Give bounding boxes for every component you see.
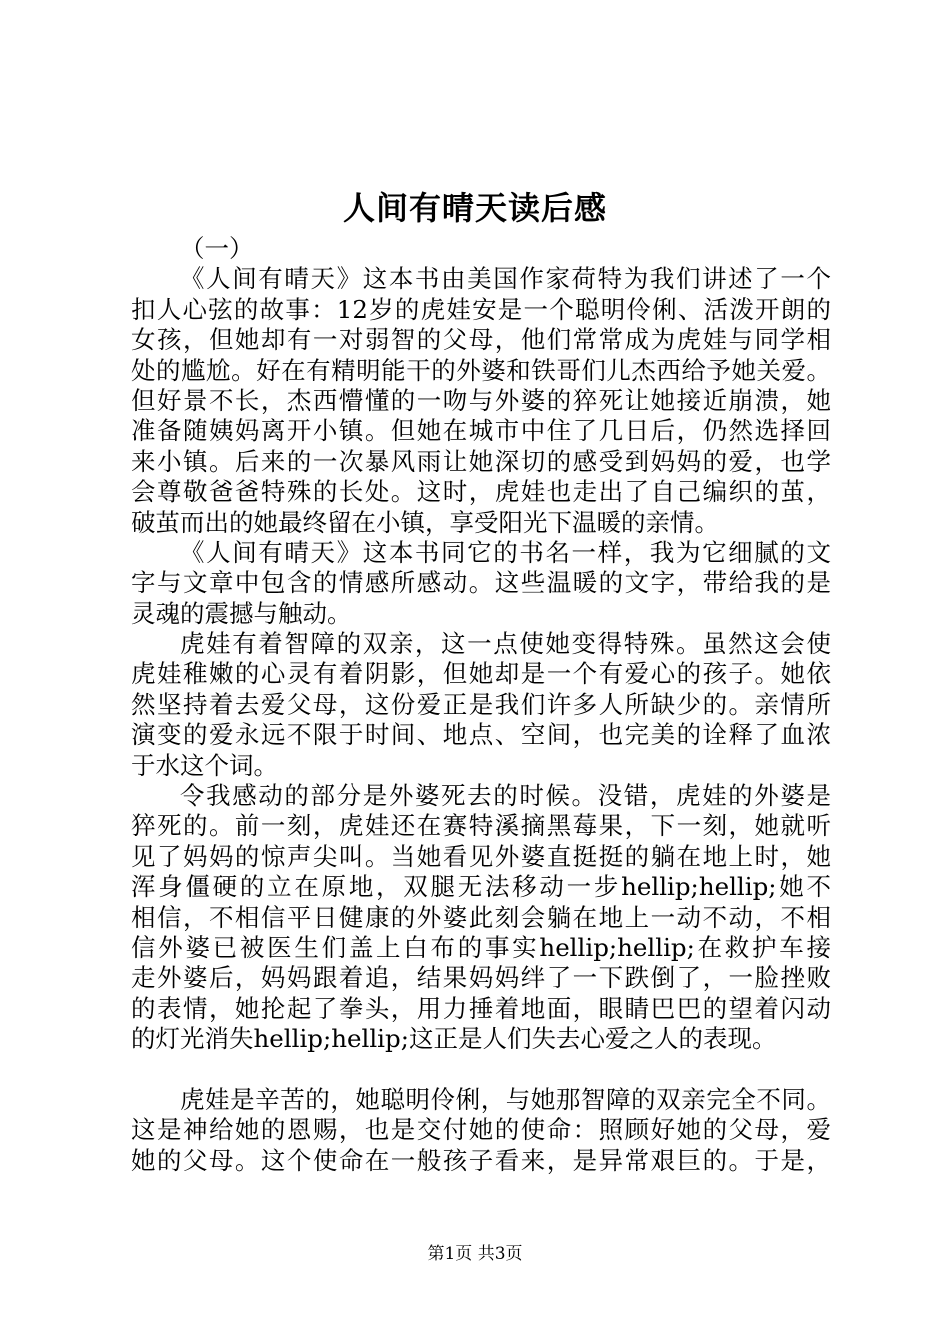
text-line: 来小镇。后来的一次暴风雨让她深切的感受到妈妈的爱，也学: [131, 446, 831, 476]
text-line: 见了妈妈的惊声尖叫。当她看见外婆直挺挺的躺在地上时，她: [131, 841, 831, 871]
blank-line: [131, 1055, 831, 1085]
text-line: 虎娃是辛苦的，她聪明伶俐，与她那智障的双亲完全不同。: [180, 1084, 831, 1114]
text-line: 演变的爱永远不限于时间、地点、空间，也完美的诠释了血浓: [131, 720, 831, 750]
text-line: 但好景不长，杰西懵懂的一吻与外婆的猝死让她接近崩溃，她: [131, 385, 831, 415]
text-line: 《人间有晴天》这本书同它的书名一样，我为它细腻的文: [180, 537, 831, 567]
text-line: 的表情，她抡起了拳头，用力捶着地面，眼睛巴巴的望着闪动: [131, 993, 831, 1023]
text-line: 相信，不相信平日健康的外婆此刻会躺在地上一动不动，不相: [131, 902, 831, 932]
text-line: 准备随姨妈离开小镇。但她在城市中住了几日后，仍然选择回: [131, 416, 831, 446]
document-body: [131, 234, 831, 1176]
text-line: 猝死的。前一刻，虎娃还在赛特溪摘黑莓果，下一刻，她就听: [131, 811, 831, 841]
text-line: 处的尴尬。好在有精明能干的外婆和铁哥们儿杰西给予她关爱。: [131, 355, 831, 385]
text-line: 走外婆后，妈妈跟着追，结果妈妈绊了一下跌倒了，一脸挫败: [131, 963, 831, 993]
text-line: 破茧而出的她最终留在小镇，享受阳光下温暖的亲情。: [131, 507, 719, 537]
text-line: 于水这个词。: [131, 750, 278, 780]
text-line: 女孩，但她却有一对弱智的父母，他们常常成为虎娃与同学相: [131, 325, 831, 355]
text-line: 扣人心弦的故事：12岁的虎娃安是一个聪明伶俐、活泼开朗的: [131, 294, 831, 324]
text-line: 《人间有晴天》这本书由美国作家荷特为我们讲述了一个: [180, 264, 831, 294]
text-line: 这是神给她的恩赐，也是交付她的使命：照顾好她的父母，爱: [131, 1115, 831, 1145]
text-line: 令我感动的部分是外婆死去的时候。没错，虎娃的外婆是: [180, 781, 831, 811]
text-line: 然坚持着去爱父母，这份爱正是我们许多人所缺少的。亲情所: [131, 689, 831, 719]
text-line: 信外婆已被医生们盖上白布的事实hellip;hellip;在救护车接: [131, 932, 831, 962]
text-line: 字与文章中包含的情感所感动。这些温暖的文字，带给我的是: [131, 568, 831, 598]
text-line: （一）: [180, 234, 254, 263]
text-line: 会尊敬爸爸特殊的长处。这时，虎娃也走出了自己编织的茧，: [131, 477, 831, 507]
text-line: 虎娃有着智障的双亲，这一点使她变得特殊。虽然这会使: [180, 629, 831, 659]
text-line: 虎娃稚嫩的心灵有着阴影，但她却是一个有爱心的孩子。她依: [131, 659, 831, 689]
page-footer: 第1页 共3页: [427, 1244, 523, 1264]
document-title: 人间有晴天读后感: [342, 189, 607, 227]
text-line: 她的父母。这个使命在一般孩子看来，是异常艰巨的。于是，: [131, 1145, 831, 1175]
text-line: 灵魂的震撼与触动。: [131, 598, 352, 628]
text-line: 的灯光消失hellip;hellip;这正是人们失去心爱之人的表现。: [131, 1024, 777, 1054]
text-line: 浑身僵硬的立在原地，双腿无法移动一步hellip;hellip;她不: [131, 872, 831, 902]
